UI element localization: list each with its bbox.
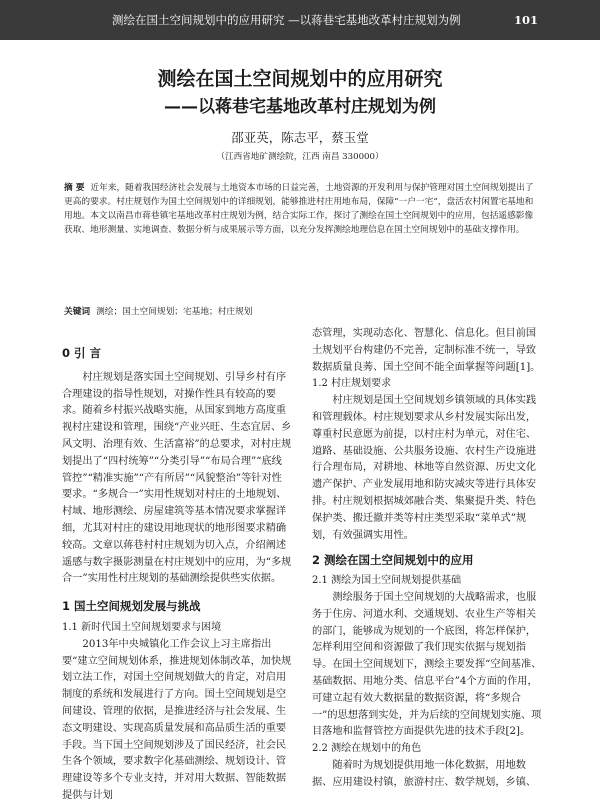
- running-title: 测绘在国土空间规划中的应用研究 —以蒋巷宅基地改革村庄规划为例: [112, 13, 461, 27]
- section-2-2-heading: 2.2 测绘在规划中的角色: [312, 743, 422, 755]
- section-1-heading: 1 国土空间规划发展与挑战: [62, 599, 201, 614]
- section-2-heading: 2 测绘在国土空间规划中的应用: [312, 553, 474, 568]
- keywords-label: 关键词: [64, 307, 91, 317]
- page-number: 101: [513, 13, 538, 27]
- right-column: [312, 326, 544, 792]
- abstract-label: 摘 要: [64, 183, 85, 193]
- continued-paragraph: 态管理，实现动态化、智慧化、信息化。但目前国土规划平台构建仍不完善，定制标准不统一，导致数据质量良莠、国土空间不能全面掌握等问题[1]。: [312, 328, 541, 373]
- section-1-2-heading: 1.2 村庄规划要求: [312, 378, 392, 390]
- running-header: [0, 0, 600, 40]
- authors: 邵亚英，陈志平，蔡玉堂: [231, 130, 369, 145]
- paper-subtitle: ——以蒋巷宅基地改革村庄规划为例: [164, 97, 436, 117]
- section-1-1-heading: 1.1 新时代国土空间规划要求与困境: [62, 621, 222, 633]
- left-column: [62, 345, 292, 805]
- abstract: [64, 181, 540, 237]
- section-2-2-paragraph: 随着时为规划提供用地一体化数据，用地数据、应用建设村镇，旅游村庄、数学规划，乡镇、: [312, 759, 537, 788]
- intro-paragraph: 村庄规划是落实国土空间规划、引导乡村有序合理建设的指导性规划，对操作性具有较高的要求。随着乡村振兴战略实施，从国家到地方高度重视村庄建设和管理，围绕“产业兴旺、生态宜居、乡风文明、治理有效、生活富裕”的总要求，对村庄规划提出了“四村统筹”“分类引导”“布局合理”“底线管控”“精准实施”“产有所居”“风貌整治”等针对性要求。“多规合一”实用性规划对村庄的土地规划、村域、地形测绘、房屋建筑等基本情况要求掌握详细，尤其对村庄的建设用地现状的地形图要求精确较高。文章以蒋巷村村庄规划为切入点，介绍阐述遥感与数字摄影测量在村庄规划中的应用，为“多规合一”实用性村庄规划的基础测绘提供些实依据。: [62, 371, 292, 585]
- paper-title: 测绘在国土空间规划中的应用研究: [157, 68, 443, 90]
- section-0-heading: 0 引 言: [62, 346, 102, 360]
- affiliation: （江西省地矿测绘院，江西 南昌 330000）: [216, 152, 384, 162]
- keywords: [64, 305, 540, 319]
- section-1-1-paragraph: 2013年中央城镇化工作会议上习主席指出要“建立空间规划体系，推进规划体制改革，加快规划立法工作，对国土空间规划做大的肯定，对启用制度的系统和发展进行了方向。国土空间规划是空间建设、管理的依据，是推进经济与社会发展、生态文明建设、实现高质量发展和高品质生活的重要手段。当下国土空间规划涉及了国民经济，社会民生各个领域，要求数字化基础测绘、规划设计、管理建设等多个专业支持，并对用大数据、智能数据提供与计划: [62, 638, 292, 801]
- section-2-1-paragraph: 测绘服务于国土空间规划的大战略需求，也服务于住房、河道水利、交通规划、农业生产等相关的部门，能够成为规划的一个底图，将怎样保护，怎样利用空间和资源做了我们现实依据与规划指导。在国土空间规划下，测绘主要发挥“空间基准、基础数据、用地分类、信息平台”4个方面的作用，可建立起有效大数据量的数据资源，将“多规合一”的思想落到实处，并为后续的空间规划实施、项目落地和监督管控方面提供先进的技术手段[2]。: [312, 591, 542, 738]
- section-1-2-paragraph: 村庄规划是国土空间规划乡镇领域的具体实践和管理载体。村庄规划要求从乡村发展实际出发，尊重村民意愿为前提，以村庄村为单元，对住宅、道路、基础设施、公共服务设施、农村生产设施进行合理布局，对耕地、林地等自然资源、历史文化遗产保护、产业发展用地和防灾减灾等进行具体安排。村庄规划根据城郊融合类、集聚提升类、特色保护类、搬迁撤并类等村庄类型采取“菜单式”规划，有效强调实用性。: [312, 395, 537, 541]
- section-2-1-heading: 2.1 测绘为国土空间规划提供基础: [312, 575, 462, 587]
- keywords-text: 测绘；国土空间规划；宅基地；村庄规划: [96, 307, 253, 317]
- abstract-text: 近年来，随着我国经济社会发展与土地资本市场的日益完善，土地资源的开发利用与保护管理对国土空间规划提出了更高的要求。村庄规划作为国土空间规划中的详细规划，能够推进村庄用地布局，保障“一户一宅”，盘活农村闲置宅基地和用地。本文以南昌市蒋巷镇宅基地改革村庄规划为例，结合实际工作，探讨了测绘在国土空间规划中的应用，包括遥感影像获取、地形测量、实地调查、数据分析与成果展示等方面，以充分发挥测绘地理信息在国土空间规划中的基础支撑作用。: [64, 183, 534, 235]
